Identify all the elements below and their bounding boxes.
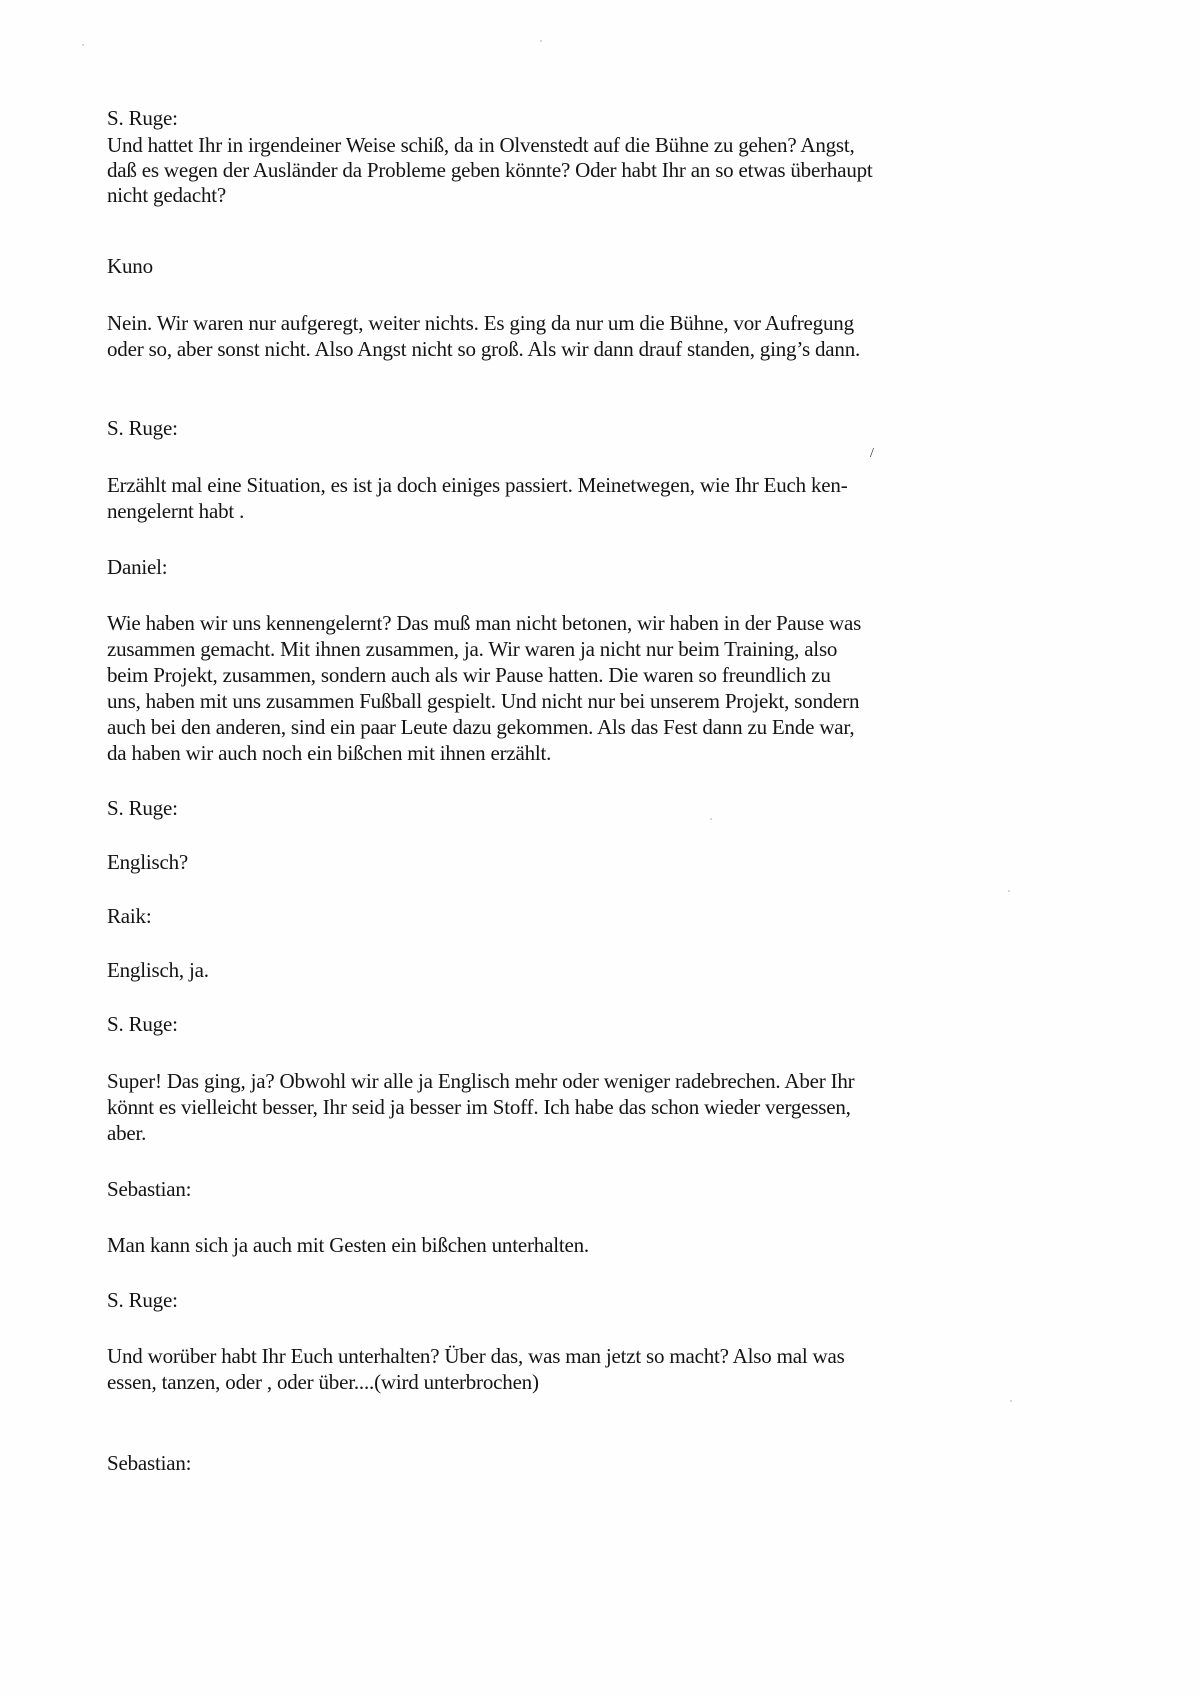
dialogue-line: Und hattet Ihr in irgendeiner Weise schiß, da in Olvenstedt auf die Bühne zu gehen? Angst, — [107, 133, 855, 157]
speaker-label: Daniel: — [107, 555, 168, 579]
dialogue-line: essen, tanzen, oder , oder über....(wird unterbrochen) — [107, 1370, 539, 1394]
scan-speck — [1008, 890, 1010, 892]
dialogue-line: aber. — [107, 1121, 147, 1145]
speaker-label: S. Ruge: — [107, 1012, 178, 1036]
dialogue-line: zusammen gemacht. Mit ihnen zusammen, ja. Wir waren ja nicht nur beim Training, also — [107, 637, 838, 661]
dialogue-line: nicht gedacht? — [107, 183, 227, 207]
dialogue-line: Erzählt mal eine Situation, es ist ja doch einiges passiert. Meinetwegen, wie Ihr Euch ken- — [107, 473, 848, 497]
scan-speck — [82, 44, 84, 46]
scan-speck — [710, 818, 712, 820]
dialogue-line: Englisch? — [107, 850, 189, 874]
speaker-label: Raik: — [107, 904, 152, 928]
dialogue-line: Und worüber habt Ihr Euch unterhalten? Über das, was man jetzt so macht? Also mal was — [107, 1344, 845, 1368]
speaker-label: S. Ruge: — [107, 1288, 178, 1312]
dialogue-line: Wie haben wir uns kennengelernt? Das muß man nicht betonen, wir haben in der Pause was — [107, 611, 862, 635]
dialogue-line: beim Projekt, zusammen, sondern auch als wir Pause hatten. Die waren so freundlich zu — [107, 663, 831, 687]
dialogue-line: Man kann sich ja auch mit Gesten ein bißchen unterhalten. — [107, 1233, 589, 1257]
dialogue-line: Nein. Wir waren nur aufgeregt, weiter nichts. Es ging da nur um die Bühne, vor Aufregung — [107, 311, 854, 335]
dialogue-line: daß es wegen der Ausländer da Probleme geben könnte? Oder habt Ihr an so etwas überhaupt — [107, 158, 873, 182]
speaker-label: Sebastian: — [107, 1177, 192, 1201]
dialogue-line: Super! Das ging, ja? Obwohl wir alle ja Englisch mehr oder weniger radebrechen. Aber Ihr — [107, 1069, 855, 1093]
dialogue-line: oder so, aber sonst nicht. Also Angst nicht so groß. Als wir dann drauf standen, ging’s dann. — [107, 337, 861, 361]
dialogue-line: auch bei den anderen, sind ein paar Leute dazu gekommen. Als das Fest dann zu Ende war, — [107, 715, 855, 739]
speaker-label: Sebastian: — [107, 1451, 192, 1475]
scan-speck — [540, 40, 542, 42]
dialogue-line: könnt es vielleicht besser, Ihr seid ja besser im Stoff. Ich habe das schon wieder vergessen, — [107, 1095, 851, 1119]
speaker-label: S. Ruge: — [107, 106, 178, 130]
dialogue-line: uns, haben mit uns zusammen Fußball gespielt. Und nicht nur bei unserem Projekt, sondern — [107, 689, 860, 713]
speaker-label: S. Ruge: — [107, 416, 178, 440]
speaker-label: Kuno — [107, 254, 153, 278]
dialogue-line: nengelernt habt . — [107, 499, 245, 523]
dialogue-line: da haben wir auch noch ein bißchen mit ihnen erzählt. — [107, 741, 552, 765]
speaker-label: S. Ruge: — [107, 796, 178, 820]
scan-speck — [1010, 1400, 1012, 1402]
stray-mark: / — [870, 446, 874, 461]
dialogue-line: Englisch, ja. — [107, 958, 209, 982]
